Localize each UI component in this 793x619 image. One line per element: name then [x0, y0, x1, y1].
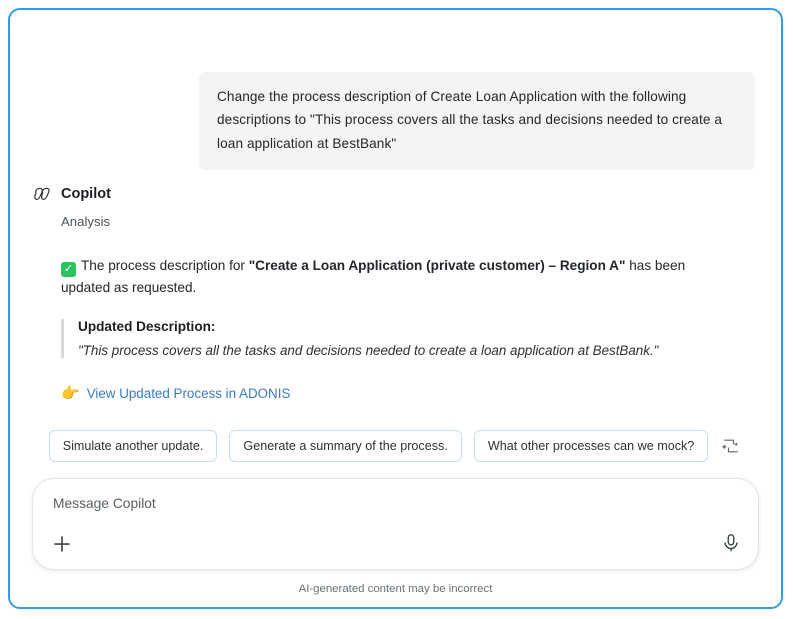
result-suffix: has been updated as requested. — [61, 258, 686, 296]
suggestion-chip-2[interactable]: Generate a summary of the process. — [229, 430, 461, 462]
result-process-name: "Create a Loan Application (private customer) – Region A" — [248, 258, 626, 274]
updated-description-block — [61, 319, 755, 358]
copilot-logo-icon — [32, 184, 52, 204]
pointing-hand-icon: 👉 — [61, 385, 80, 403]
assistant-header — [32, 184, 755, 204]
user-message-bubble: Change the process description of Create Loan Application with the following descriptions to "This process covers all the tasks and decisions needed to create a loan application at BestBank" — [199, 72, 755, 170]
success-check-icon: ✓ — [61, 262, 76, 277]
analysis-label: Analysis — [61, 214, 111, 230]
message-composer[interactable] — [32, 478, 759, 570]
assistant-result-text — [61, 255, 721, 299]
view-updated-process-link[interactable]: View Updated Process in ADONIS — [86, 385, 291, 401]
microphone-icon[interactable] — [720, 531, 742, 557]
assistant-message — [10, 170, 781, 402]
updated-description-title: Updated Description: — [78, 319, 216, 335]
copilot-chat-window — [8, 8, 783, 609]
suggestion-chip-3[interactable]: What other processes can we mock? — [474, 430, 709, 462]
ai-disclaimer: AI-generated content may be incorrect — [298, 583, 493, 595]
composer-area — [10, 470, 781, 570]
suggestion-chip-1[interactable]: Simulate another update. — [49, 430, 218, 462]
updated-description-text: "This process covers all the tasks and decisions needed to create a loan application at BestBank." — [78, 343, 659, 359]
message-input-placeholder[interactable]: Message Copilot — [53, 496, 156, 511]
chat-transcript — [10, 10, 781, 470]
view-process-link-row[interactable] — [61, 384, 755, 402]
suggestion-chips — [10, 430, 781, 462]
user-message-row — [10, 10, 781, 170]
plus-icon[interactable] — [49, 531, 75, 557]
sparkle-refresh-icon[interactable] — [720, 435, 742, 457]
assistant-name: Copilot — [61, 186, 111, 203]
result-prefix: The process description for — [81, 258, 249, 274]
